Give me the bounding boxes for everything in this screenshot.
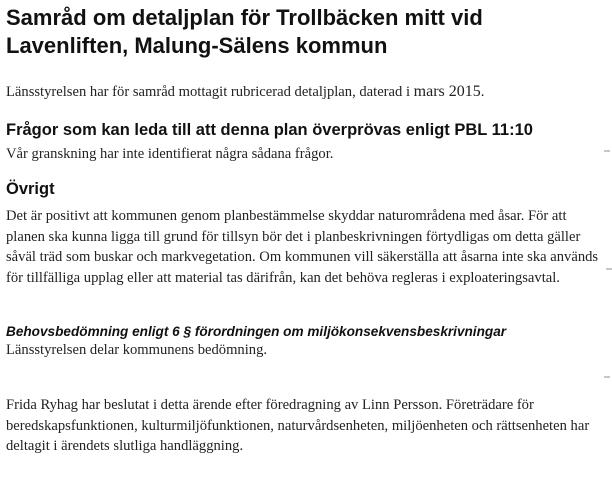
other-heading: Övrigt bbox=[6, 180, 55, 198]
assessment-text: Länsstyrelsen delar kommunens bedömning. bbox=[6, 342, 268, 358]
questions-text: Vår granskning har inte identifierat några sådana frågor. bbox=[6, 146, 334, 162]
intro-text: Länsstyrelsen har för samråd mottagit rubricerad detaljplan, daterad i bbox=[6, 84, 414, 100]
document-title: Samråd om detaljplan för Trollbäcken mitt vid Lavenliften, Malung-Sälens kommun bbox=[6, 5, 483, 58]
margin-mark bbox=[604, 376, 610, 378]
intro-end: . bbox=[480, 84, 485, 100]
other-text: Det är positivt att kommunen genom planbestämmelse skyddar naturområdena med åsar. För att planen ska kunna ligga till grund för tillsyn bör det i planbeskrivningen förtydligas om detta gäller såväl träd som buskar och markvegetation. Om kommunen vill säkerställa att åsarna inte ska används för tillfälliga upplag eller att material tas därifrån, kan det behöva regleras i exploateringsavtal. bbox=[6, 208, 599, 286]
margin-mark bbox=[604, 150, 610, 152]
decision-paragraph: Frida Ryhag har beslutat i detta ärende efter föredragning av Linn Persson. Företrädare för beredskapsfunktionen, kulturmiljöfunktionen, naturvårdsenheten, miljöenheten och rättsenheten har deltagit i ärendets slutliga handläggning. bbox=[6, 397, 590, 454]
questions-heading: Frågor som kan leda till att denna plan överprövas enligt PBL 11:10 bbox=[6, 121, 533, 139]
margin-mark bbox=[606, 268, 612, 270]
assessment-heading: Behovsbedömning enligt 6 § förordningen om miljökonsekvensbeskrivningar bbox=[6, 324, 507, 339]
intro-paragraph bbox=[6, 82, 606, 103]
intro-date: mars 2015 bbox=[413, 83, 481, 100]
